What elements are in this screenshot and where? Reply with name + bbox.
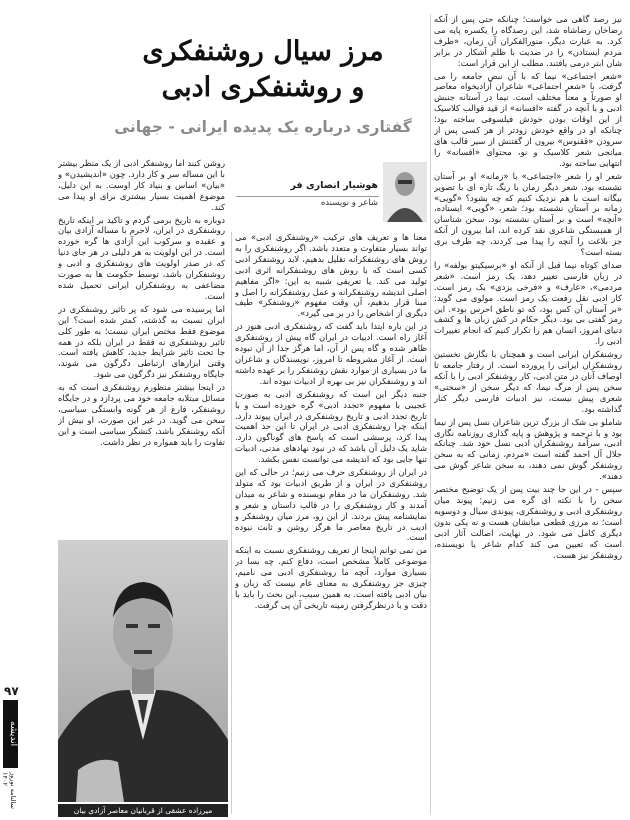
paragraph: سپس - در این جا چند بیت پس از یک توضیح مختصر سخن را با نکته ای گره می زنیم: پیوند میان روشنفکری ادبی و روشنفکری، پیوندی سیال و دوسویه است؛ نه مرزی قطعی میانشان هست و نه یکی بدون دیگری کامل می شود. در نهایت، اصالت آثار ادبی است که تعیین می کند کدام شاعر یا نویسنده، روشنفکر نیز هست. bbox=[434, 484, 622, 560]
paragraph: معنا ها و تعریف های ترکیب «روشنفکری ادبی» می تواند بسیار متفاوت و متعدد باشد. اگر روشنفکری را به روش های روشنفکرانه تقلیل بدهیم، لابد روشنفکر ادبی کسی است که با روش های روشنفکرانه اثری ادبی تولید می کند. یا تعریفی شبیه به این: «اگر مفاهیم اصلی اندیشه روشنفکرانه و عمل روشنفکرانه را اصل و مبنا قرار بدهیم، آن وقت مفهوم «روشنفکر» طیف دیگری از اشخاص را در بر می گیرد». bbox=[235, 232, 427, 319]
paragraph: اما پرسیده می شود که پر تاثیر روشنفکری در ایران نسبت به گذشته، کمتر شده است؟ این موضوع فقط مختص ایران نیست؛ به طور کلی تاثیر روشنفکری نه فقط در ایران بلکه در همه جا تحت تاثیر شرایط جدید، کاهش یافته است. وقتی ابزارهای ارتباطی دگرگون می شوند، جایگاه روشنفکر نیز دگرگون می شود. bbox=[58, 303, 225, 380]
issue-label: سالنامه نوروز ۱۴۰۲ bbox=[1, 772, 17, 809]
paragraph: جنبه دیگر این است که روشنفکری ادبی به صورت عجیبی با مفهوم «تجدد ادبی» گره خورده است و با تاریخ تجدد ادبی و تاریخ روشنفکری در ایران پیوند دارد. اینکه چرا روشنفکری ادبی در ایران تا این حد اهمیت پیدا کرد، پرسشی است که پاسخ های گوناگون دارد. شاید یک دلیل آن باشد که در نبود نهادهای مدنی، ادبیات تنها جایی بود که اندیشه می توانست نفس بکشد. bbox=[235, 388, 427, 465]
column-divider bbox=[430, 14, 431, 814]
author-photo bbox=[383, 162, 427, 222]
paragraph: در این باره ابتدا باید گفت که روشنفکری ادبی هنوز در آغاز راه است. ادبیات در ایران گاه پیش از روشنفکری ظاهر شده و گاه پس از آن، اما هرگز جدا از آن نبوده است. از آغاز مشروطه تا امروز، نویسندگان و شاعران ما در بسیاری از موارد نقش روشنفکر را بر عهده داشته اند و روشنفکران نیز بی بهره از ادبیات نبوده اند. bbox=[235, 321, 427, 386]
paragraph: شاملو بی شک از بزرگ ترین شاعران نسل پس از نیما بود و با ترجمه و پژوهش و پایه گذاری روزنامه نگاری ادبی، سرآمد روشنفکران ادبی نسل خود شد. چنانکه جلال آل احمد گفته است «مردم، زمانی که به سخن روشنفکر گوش نمی دهند، به سخن شاعر گوش می دهند». bbox=[434, 416, 622, 482]
article-column-left bbox=[58, 158, 225, 528]
paragraph: در اینجا بیشتر منظورم روشنفکری است که به مسائل مبتلابه جامعه خود می پردازد و در جایگاه روشنفکر، فارغ از هر گونه وابستگی سیاسی، سخن می گوید. در غیر این صورت، او بیش از آنکه روشنفکر باشد، کنشگر سیاسی است و این تفاوت را باید همواره در نظر داشت. bbox=[58, 382, 225, 447]
author-divider bbox=[236, 196, 379, 197]
author-role: شاعر و نویسنده bbox=[320, 198, 378, 208]
title-line-1: مرز سیال روشنفکری bbox=[142, 36, 384, 67]
portrait-photo bbox=[58, 540, 228, 802]
article-subtitle: گفتاری درباره یک پدیده ایرانی - جهانی bbox=[114, 118, 412, 136]
paragraph: روشنفکران ایرانی است و همچنان با نگارش نخستین روشنفکران ایرانی را پرورده است. از رفتار جامعه تا اوصاف آنان در متن ادبی، کار روشنفکر ادبی را با آنکه سخن پس از مرگ نیما، که دیگر سخن از «سختی» شعری پیش نیست، نیز ادبیات فارسی دیگر کنار گذاشته بود. bbox=[434, 349, 622, 414]
paragraph: من نمی توانم اینجا از تعریف روشنفکری نسبت به اینکه موضوعی کاملاً مشخص است، دفاع کنم. چه بسا در بسیاری موارد، آنچه ما روشنفکری ادبی می نامیم، چیزی جز روشنفکری به معنای عام نیست که زبان و بیان ادبی یافته است. به همین سبب، این بحث را باید با دقت و با درنظرگرفتن زمینه تاریخی آن پی گرفت. bbox=[235, 545, 427, 610]
magazine-logo: اندیشه bbox=[3, 700, 18, 768]
article-column-middle bbox=[235, 232, 427, 814]
author-name: هوشیار انصاری فر bbox=[290, 180, 378, 191]
page-sidebar bbox=[0, 0, 20, 820]
title-line-2: و روشنفکری ادبی bbox=[161, 72, 365, 103]
paragraph: شعر او را شعر «اجتماعی» با «زمانه» او بر آستان نشسته بود. شعر دیگر زمان با رنگ تازه ای با تصویر بیگانه است با هم نزدیک کنیم که چه بشود؟ «گویی» زمانه بر آستان نشسته بود؛ شعر، «گویی» ایستاده، «آنچه» است و بر آستان نشسته بود. سخن شناسان از همبستگی شاعری نقد کرده اند، اما بیرون از آنکه جز بلاغت را آنچه را پیدا می کردند، چه طرف بری بسته است؟ bbox=[434, 170, 622, 258]
column-divider bbox=[231, 232, 232, 814]
photo-caption: میرزاده عشقی از قربانیان معاصر آزادی بیان bbox=[58, 804, 228, 817]
page-number: ۹۷ bbox=[4, 684, 19, 698]
article-column-right bbox=[434, 14, 622, 814]
paragraph: صدای کوتاه نیما قبل از آنکه او «برسیکیتو بولفه» را در زبان فارسی تغییر دهد، یک رمز است. «شعر مردمی»، «عارف» و «فرخی یزدی» یک رمز است. کار ادبی نقل رفعت یک رمز است. مولوی می گوید: «بر آستان آن کس بود، که تو ناطق احرس بود». این رمز گفتی بی بود. دیگر حکام در کش زبان ها و کشف دنیای امروز، انسان هم را تکرار کنیم که انجام تغییرات ادبی را. bbox=[434, 259, 622, 347]
paragraph: دوباره به تاریخ برمی گردم و تاکید بر اینکه تاریخ روشنفکری در ایران، لاجرم با مساله آزادی بیان و عقیده و سرکوب این آزادی ها گره خورده است. در این اولویت به هر دلیلی در هر جای دنیا که در صدر اولویت های روشنفکری و ادبی و روشنفکران باشد، توسط حکومت ها به صورت مضاعفی به روشنفکران ایرانی تحمیل شده است. bbox=[58, 214, 225, 301]
paragraph: در ایران از روشنفکری حرف می زنیم؛ در حالی که این روشنفکری در ایران و از طریق ادبیات بود که متولد شد. روشنفکران ما در مقام نویسنده و شاعر به میدان آمدند و کار روشنفکری را در قالب داستان و شعر و نمایشنامه پیش بردند. از این رو، مرز میان روشنفکر و ادیب در تاریخ معاصر ما هرگز روشن و ثابت نبوده است. bbox=[235, 467, 427, 543]
paragraph: نیز رصد گاهی می خواست؛ چنانکه حتی پس از آنکه رضاخان رضاشاه شد، این رصدگاه را یکسره پایه می کرد. به عبارت دیگر، منورالفکران آن زمان، «طرف مردم ایستادن» را در ضدیت با ظلم آشکار در برابر شان ابتر درمی یافتند. مطلب از این قرار است: bbox=[434, 14, 622, 68]
article-title bbox=[98, 34, 428, 106]
paragraph: روشن کنند اما روشنفکر ادبی از یک منظر بیشتر با این مساله سر و کار دارد. چون «اندیشیدن» و «بیان» اساس و بنیاد کار اوست. به این دلیل، موضوع اهمیت بسیار بیشتری برای او پیدا می کند. bbox=[58, 158, 225, 212]
paragraph: «شعر اجتماعی» نیما که با آن نبض جامعه را می گرفت، با «شعر اجتماعی» شاعران آزادیخواه معاصر او صورتاً و معناً مختلف است. نیما در آستانه جنبش ادبی و با آنچه در گفته «افسانه» از قید قوالب کلاسیک از این اوقات بودن خودش فیلسوفی ساخته بود؛ چنانکه او در واقع خودش زودتر از هر کسی پس از سرودن «ققنوس» بیرون از گفتنش از سیر قالب های میانجی شعر کلاسیک و نو، محتوای «افسانه» را انتهایی ساخته بود. bbox=[434, 70, 622, 168]
